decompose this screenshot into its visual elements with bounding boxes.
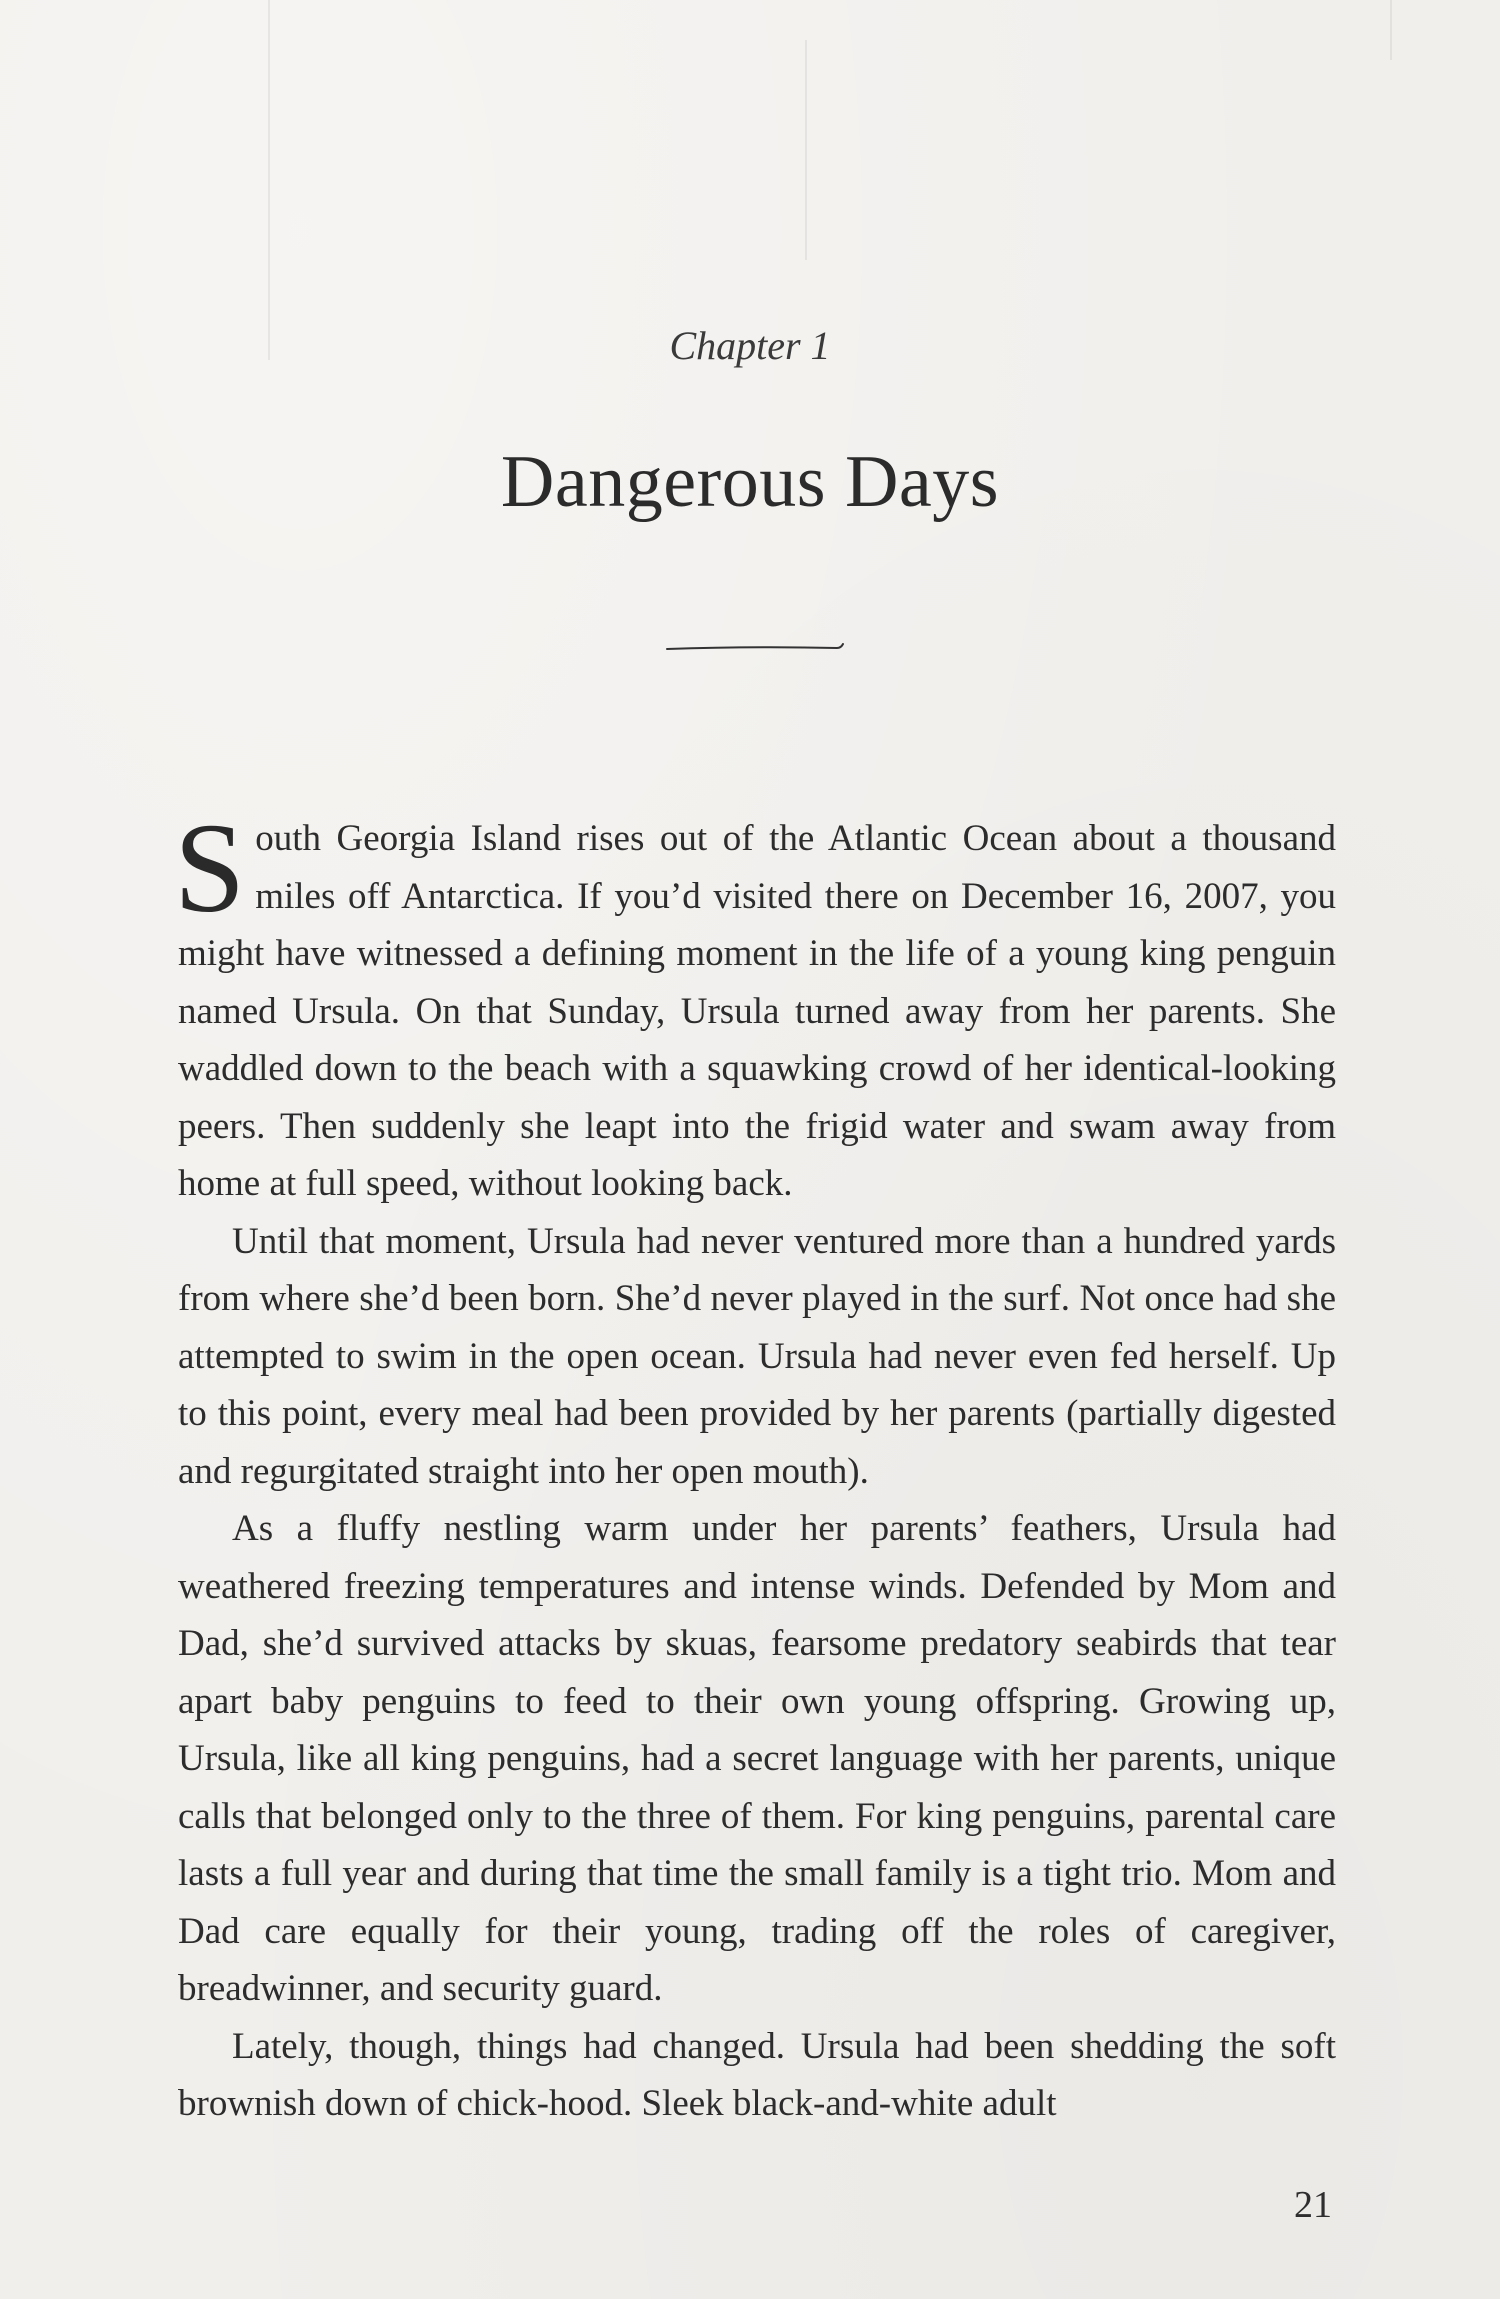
paragraph — [174, 797, 1336, 1213]
body-text — [174, 797, 1336, 2133]
paragraph: As a fluffy nestling warm under her parents’ feathers, Ursula had weathered freezing temperatures and intense winds. Defended by Mom and Dad, she’d survived attacks by skuas, fearsome predatory seabirds that tear apart baby penguins to feed to their own young offspring. Growing up, Ursula, like all king penguins, had a secret language with her parents, unique calls that belonged only to the three of them. For king penguins, parental care lasts a full year and during that time the small family is a tight trio. Mom and Dad care equally for their young, trading off the roles of caregiver, breadwinner, and security guard. — [178, 1508, 1336, 2009]
page-number: 21 — [1294, 2184, 1332, 2226]
scan-artifact — [805, 40, 807, 260]
ornament-divider — [665, 642, 845, 656]
paragraph: Lately, though, things had changed. Ursula had been shedding the soft brownish down of chick-hood. Sleek black-and-white adult — [178, 2025, 1336, 2124]
paragraph-text: outh Georgia Island rises out of the Atlantic Ocean about a thousand miles off Antarctica. If you’d visited there on December 16, 2007, you might have witnessed a defining moment in the life of a young king penguin named Ursula. On that Sunday, Ursula turned away from her parents. She waddled down to the beach with a squawking crowd of her identical-looking peers. Then suddenly she leapt into the frigid water and swam away from home at full speed, without looking back. — [178, 818, 1336, 1204]
chapter-title: Dangerous Days — [500, 441, 1000, 523]
scan-artifact — [1390, 0, 1392, 60]
chapter-label: Chapter 1 — [669, 323, 831, 368]
drop-cap: S — [174, 797, 246, 939]
paragraph: Until that moment, Ursula had never ventured more than a hundred yards from where she’d been born. She’d never played in the surf. Not once had she attempted to swim in the open ocean. Ursula had never even fed herself. Up to this point, every meal had been provided by her parents (partially digested and regurgitated straight into her open mouth). — [178, 1220, 1336, 1492]
scan-artifact — [268, 0, 270, 360]
